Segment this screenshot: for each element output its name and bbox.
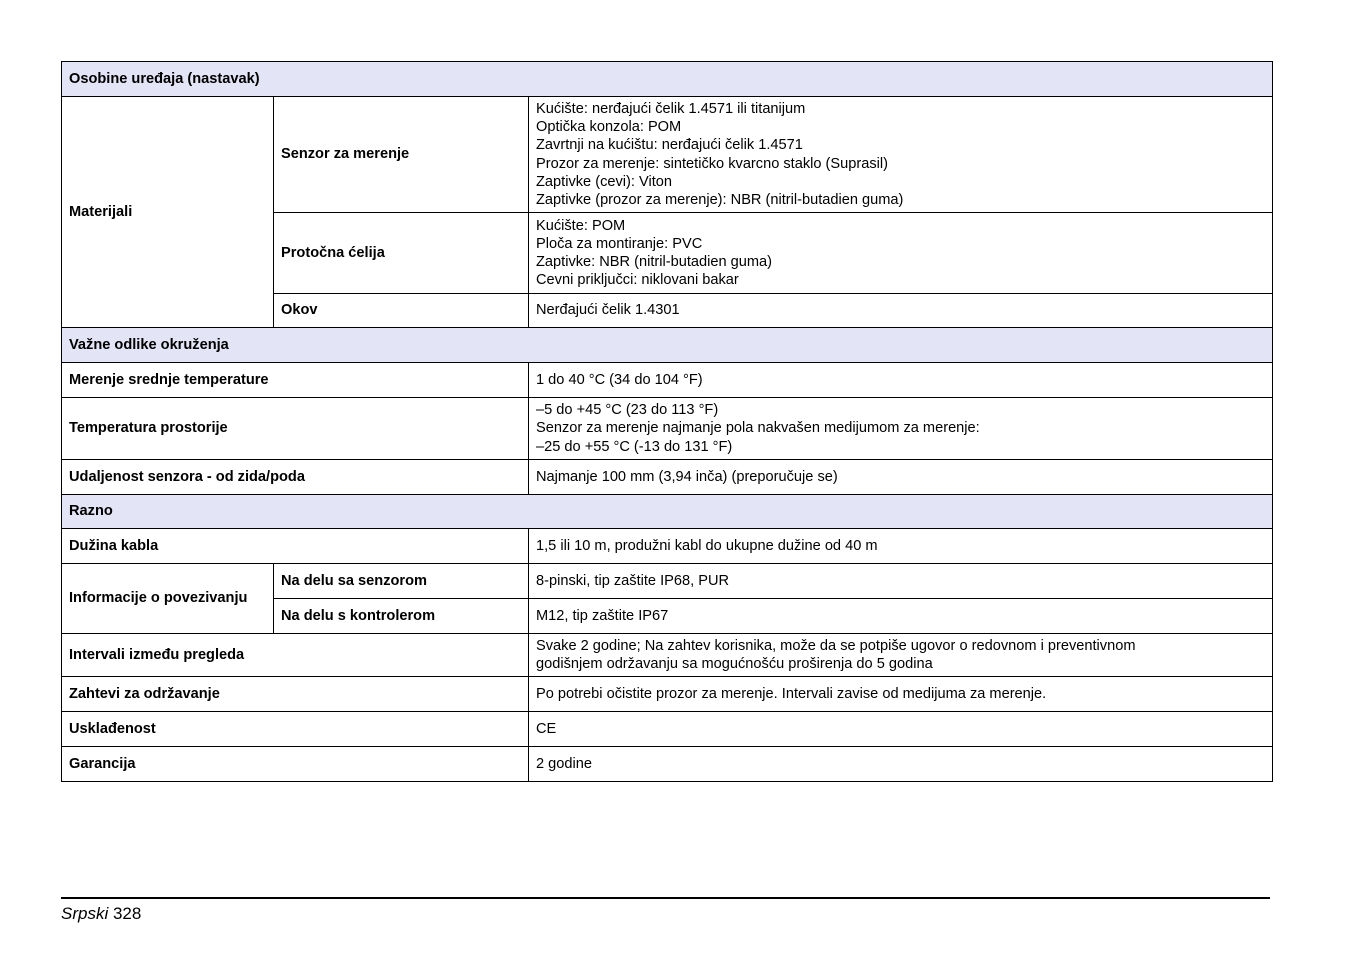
sensor-material-line: Zavrtnji na kućištu: nerđajući čelik 1.4571: [536, 137, 803, 154]
flowcell-label: Protočna ćelija: [274, 213, 529, 294]
table-row: [62, 529, 1273, 564]
inspection-intervals-line: godišnjem održavanju sa mogućnošću proširenja do 5 godina: [536, 656, 933, 672]
sensor-material-line: Optička konzola: POM: [536, 119, 682, 136]
sensor-material-line: Prozor za merenje: sintetičko kvarcno staklo (Suprasil): [536, 155, 889, 172]
sensor-distance-label: Udaljenost senzora - od zida/poda: [62, 460, 529, 495]
controller-side-value: M12, tip zaštite IP67: [529, 599, 1273, 634]
maintenance-label: Zahtevi za održavanje: [62, 677, 529, 712]
footer-divider: [61, 897, 1270, 899]
controller-side-label: Na delu s kontrolerom: [274, 599, 529, 634]
section-environment: Važne odlike okruženja: [62, 328, 1273, 363]
connection-info-label: Informacije o povezivanju: [62, 564, 274, 634]
inspection-intervals-value: [529, 634, 1273, 677]
fitting-label: Okov: [274, 294, 529, 328]
sensor-side-value: 8-pinski, tip zaštite IP68, PUR: [529, 564, 1273, 599]
table-row: [62, 677, 1273, 712]
section-header-row: [62, 62, 1273, 97]
flowcell-material-line: Ploča za montiranje: PVC: [536, 235, 703, 252]
section-device-properties: Osobine uređaja (nastavak): [62, 62, 1273, 97]
medium-temperature-value: 1 do 40 °C (34 do 104 °F): [529, 363, 1273, 398]
sensor-materials-value: [529, 97, 1273, 213]
materials-label: Materijali: [62, 97, 274, 328]
warranty-value: 2 godine: [529, 747, 1273, 782]
inspection-intervals-line: Svake 2 godine; Na zahtev korisnika, može da se potpiše ugovor o redovnom i preventivnom: [536, 637, 1136, 654]
room-temperature-label: Temperatura prostorije: [62, 398, 529, 460]
room-temperature-line: Senzor za merenje najmanje pola nakvašen medijumom za merenje:: [536, 420, 980, 437]
table-row: [62, 712, 1273, 747]
section-misc: Razno: [62, 495, 1273, 529]
section-header-row: [62, 495, 1273, 529]
compliance-label: Usklađenost: [62, 712, 529, 747]
table-row: [62, 398, 1273, 460]
sensor-material-line: Zaptivke (cevi): Viton: [536, 173, 672, 190]
specifications-table: [61, 61, 1273, 782]
warranty-label: Garancija: [62, 747, 529, 782]
room-temperature-line: –5 do +45 °C (23 do 113 °F): [536, 402, 719, 419]
table-row: [62, 747, 1273, 782]
sensor-material-line: Zaptivke (prozor za merenje): NBR (nitril-butadien guma): [536, 191, 904, 208]
cable-length-label: Dužina kabla: [62, 529, 529, 564]
sensor-side-label: Na delu sa senzorom: [274, 564, 529, 599]
flowcell-material-line: Zaptivke: NBR (nitril-butadien guma): [536, 254, 773, 270]
maintenance-value: Po potrebi očistite prozor za merenje. Intervali zavise od medijuma za merenje.: [529, 677, 1273, 712]
table-row: [62, 97, 1273, 213]
table-row: [62, 634, 1273, 677]
room-temperature-line: –25 do +55 °C (-13 do 131 °F): [536, 438, 733, 455]
page-number: 328: [112, 904, 142, 923]
flowcell-materials-value: [529, 213, 1273, 294]
table-row: [62, 564, 1273, 599]
fitting-value: Nerđajući čelik 1.4301: [529, 294, 1273, 328]
cable-length-value: 1,5 ili 10 m, produžni kabl do ukupne dužine od 40 m: [529, 529, 1273, 564]
table-row: [62, 363, 1273, 398]
medium-temperature-label: Merenje srednje temperature: [62, 363, 529, 398]
footer-language: Srpski: [61, 904, 109, 923]
inspection-intervals-label: Intervali između pregleda: [62, 634, 529, 677]
sensor-label: Senzor za merenje: [274, 97, 529, 213]
sensor-material-line: Kućište: nerđajući čelik 1.4571 ili titanijum: [536, 100, 806, 117]
section-header-row: [62, 328, 1273, 363]
compliance-value: CE: [529, 712, 1273, 747]
table-row: [62, 460, 1273, 495]
sensor-distance-value: Najmanje 100 mm (3,94 inča) (preporučuje se): [529, 460, 1273, 495]
page-footer: [61, 904, 141, 924]
room-temperature-value: [529, 398, 1273, 460]
flowcell-material-line: Cevni priključci: niklovani bakar: [536, 272, 739, 289]
flowcell-material-line: Kućište: POM: [536, 217, 626, 234]
